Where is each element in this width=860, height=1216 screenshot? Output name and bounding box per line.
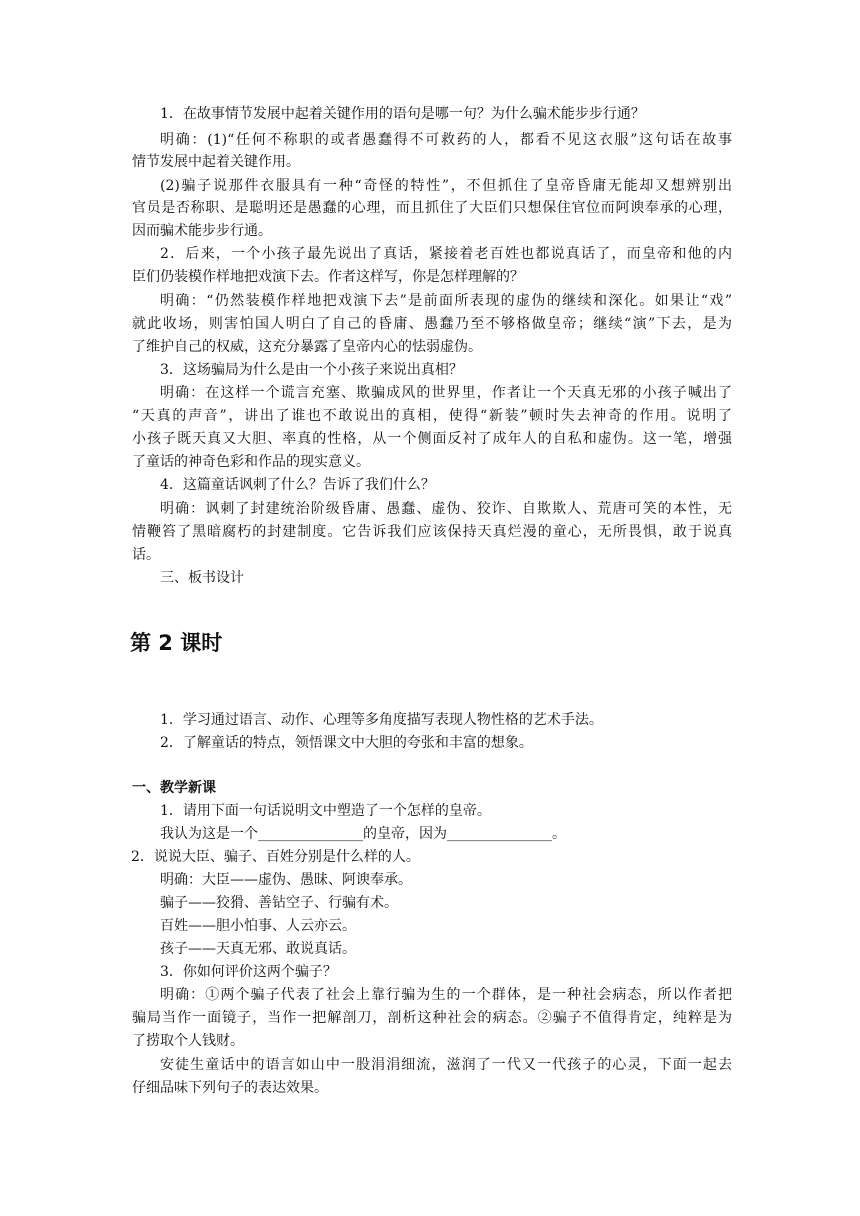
goal-item: 1．学习通过语言、动作、心理等多角度描写表现人物性格的艺术手法。 xyxy=(160,712,603,728)
lesson-title: 第 2 课时 xyxy=(130,631,223,655)
question-2: 2．后来，一个小孩子最先说出了真话，紧接着老百姓也都说真话了，而皇帝和他的内 xyxy=(160,246,732,262)
intro-paragraph-line: 仔细品味下列句子的表达效果。 xyxy=(132,1080,328,1096)
task-1: 1．请用下面一句话说明文中塑造了一个怎样的皇帝。 xyxy=(160,803,491,819)
answer-3-line: 明确：在这样一个谎言充塞、欺骗成风的世界里，作者让一个天真无邪的小孩子喊出了 xyxy=(160,385,732,401)
question-3: 3．这场骗局为什么是由一个小孩子来说出真相？ xyxy=(160,362,463,378)
answer-1-line: 明确：(1)“任何不称职的或者愚蠢得不可救药的人，都看不见这衣服”这句话在故事 xyxy=(160,132,732,148)
task-2: 2．说说大臣、骗子、百姓分别是什么样的人。 xyxy=(131,849,420,865)
answer-3-line: 骗局当作一面镜子，当作一把解剖刀，剖析这种社会的病态。②骗子不值得肯定，纯粹是为 xyxy=(132,1010,732,1026)
answer-swindlers: 骗子——狡猾、善钻空子、行骗有术。 xyxy=(160,895,398,911)
answer-1-line: 情节发展中起着关键作用。 xyxy=(132,154,300,170)
answer-child: 孩子——天真无邪、敢说真话。 xyxy=(160,941,356,957)
question-4: 4．这篇童话讽刺了什么？告诉了我们什么？ xyxy=(160,477,435,493)
answer-3-line: 明确：①两个骗子代表了社会上靠行骗为生的一个群体，是一种社会病态，所以作者把 xyxy=(160,987,732,1003)
answer-1-line: (2)骗子说那件衣服具有一种“奇怪的特性”，不但抓住了皇帝昏庸无能却又想辨别出 xyxy=(160,178,732,194)
goal-item: 2．了解童话的特点，领悟课文中大胆的夸张和丰富的想象。 xyxy=(160,735,533,751)
answer-3-line: “天真的声音”，讲出了谁也不敢说出的真相，使得“新装”顿时失去神奇的作用。说明了 xyxy=(132,408,732,424)
answer-3-line: 小孩子既天真又大胆、率真的性格，从一个侧面反衬了成年人的自私和虚伪。这一笔，增强 xyxy=(132,431,732,447)
task-3: 3．你如何评价这两个骗子？ xyxy=(160,964,337,980)
question-1: 1．在故事情节发展中起着关键作用的语句是哪一句？为什么骗术能步步行通？ xyxy=(160,106,645,122)
answer-1-line: 因而骗术能步步行通。 xyxy=(132,223,272,239)
answer-2-line: 了维护自己的权威，这充分暴露了皇帝内心的怯弱虚伪。 xyxy=(132,339,482,355)
answer-4-line: 话。 xyxy=(132,547,160,563)
answer-4-line: 情鞭笞了黑暗腐朽的封建制度。它告诉我们应该保持天真烂漫的童心，无所畏惧，敢于说真 xyxy=(132,524,732,540)
intro-paragraph-line: 安徒生童话中的语言如山中一股涓涓细流，滋润了一代又一代孩子的心灵，下面一起去 xyxy=(160,1057,732,1073)
answer-4-line: 明确：讽刺了封建统治阶级昏庸、愚蠢、虚伪、狡诈、自欺欺人、荒唐可笑的本性，无 xyxy=(160,501,732,517)
answer-1-line: 官员是否称职、是聪明还是愚蠢的心理，而且抓住了大臣们只想保住官位而阿谀奉承的心理， xyxy=(132,200,732,216)
task-1-sentence: 我认为这是一个_______________的皇帝，因为_______________。 xyxy=(160,826,566,842)
answer-2-line: 明确：“仍然装模作样地把戏演下去”是前面所表现的虚伪的继续和深化。如果让“戏” xyxy=(160,293,732,309)
answer-3-line: 了捞取个人钱财。 xyxy=(132,1033,244,1049)
answer-3-line: 了童话的神奇色彩和作品的现实意义。 xyxy=(132,454,370,470)
answer-people: 百姓——胆小怕事、人云亦云。 xyxy=(160,918,356,934)
question-2-cont: 臣们仍装模作样地把戏演下去。作者这样写，你是怎样理解的？ xyxy=(132,269,524,285)
answer-2-line: 就此收场，则害怕国人明白了自己的昏庸、愚蠢乃至不够格做皇帝；继续“演”下去，是为 xyxy=(132,316,732,332)
board-design-heading: 三、板书设计 xyxy=(160,570,244,586)
section-heading: 一、教学新课 xyxy=(132,780,216,796)
answer-ministers: 明确：大臣——虚伪、愚昧、阿谀奉承。 xyxy=(160,872,412,888)
